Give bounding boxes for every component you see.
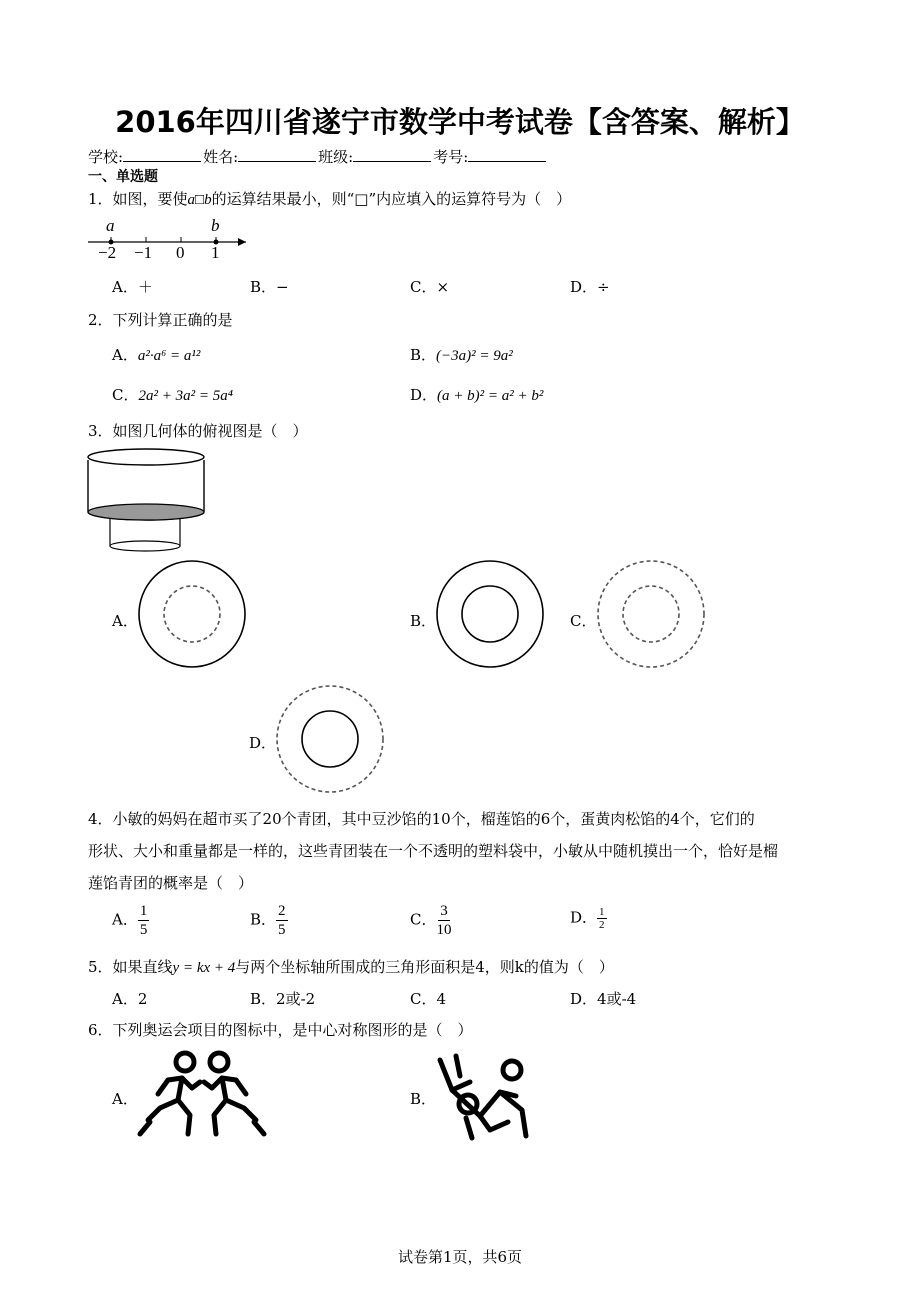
question-3: 3．如图几何体的俯视图是（ ） — [88, 422, 308, 440]
q5-option-c[interactable]: C．4 — [410, 990, 447, 1008]
question-6: 6．下列奥运会项目的图标中，是中心对称图形的是（ ） — [88, 1021, 473, 1039]
q4-option-d-label: D． — [570, 908, 598, 927]
name-label: 姓名: — [203, 148, 239, 166]
q2-option-c-expr: 2a² + 3a² = 5a⁴ — [138, 388, 233, 404]
q3-option-c-label[interactable]: C． — [570, 612, 597, 630]
section-heading: 一、单选题 — [88, 169, 158, 185]
q4-option-a-label: A． — [112, 910, 138, 929]
q6-option-a-icon — [140, 1053, 264, 1134]
q1-option-b[interactable]: B．− — [250, 278, 289, 296]
q1-expr: a□b — [187, 192, 212, 208]
q2-option-c-label: C． — [112, 386, 139, 404]
q4-option-c-label: C． — [410, 910, 437, 929]
q4-option-a-frac: $\frac{1}{5}$ — [139, 903, 148, 938]
class-label: 班级: — [318, 148, 354, 166]
numberline-a-label: a — [106, 216, 115, 235]
tick-label-neg1: −1 — [134, 243, 153, 262]
q3-option-a-label[interactable]: A． — [112, 612, 138, 630]
tick-label-neg2: −2 — [98, 243, 117, 262]
numberline-b-label: b — [211, 216, 220, 235]
q5-text-pre: 5．如果直线 — [88, 958, 173, 976]
q6-option-b-label[interactable]: B． — [410, 1090, 437, 1108]
q5-option-d[interactable]: D．4或-4 — [570, 990, 637, 1008]
q6-option-a-label[interactable]: A． — [112, 1090, 138, 1108]
q4-option-b-frac: $\frac{2}{5}$ — [278, 903, 286, 938]
q1-option-a[interactable]: A．＋ — [112, 278, 153, 296]
q6-option-b-icon — [440, 1056, 526, 1138]
number-label: 考号: — [433, 148, 469, 166]
question-4-line-1: 4．小敏的妈妈在超市买了20个青团，其中豆沙馅的10个，榴莲馅的6个，蛋黄肉松馅的4个，它们的 — [88, 810, 755, 828]
question-4-line-3: 莲馅青团的概率是（ ） — [88, 874, 254, 892]
q4-option-d-frac: $\frac{1}{2}$ — [599, 906, 605, 931]
question-2: 2．下列计算正确的是 — [88, 311, 233, 329]
q3-option-d-label[interactable]: D． — [249, 734, 277, 752]
q2-option-a-label: A． — [112, 346, 138, 364]
q2-option-d-expr: (a + b)² = a² + b² — [437, 388, 544, 404]
q4-option-b-label: B． — [250, 910, 277, 929]
q4-option-c-frac: $\frac{3}{10}$ — [436, 903, 452, 938]
q3-option-b-label[interactable]: B． — [410, 612, 437, 630]
tick-label-1: 1 — [211, 243, 220, 262]
q5-option-b[interactable]: B．2或-2 — [250, 990, 316, 1008]
question-4-line-2: 形状、大小和重量都是一样的，这些青团装在一个不透明的塑料袋中，小敏从中随机摸出一个，恰好是榴 — [88, 842, 779, 860]
page-title: 2016年四川省遂宁市数学中考试卷【含答案、解析】 — [115, 105, 805, 139]
q1-option-d[interactable]: D．÷ — [570, 278, 610, 296]
q2-option-b-label: B． — [410, 346, 437, 364]
tick-label-0: 0 — [176, 243, 185, 262]
q1-text-post: 的运算结果最小，则“□”内应填入的运算符号为（ ） — [211, 190, 572, 208]
q1-text-pre: 1．如图，要使 — [88, 190, 188, 208]
q5-expr: y = kx + 4 — [172, 960, 236, 976]
q5-option-a[interactable]: A．2 — [112, 990, 148, 1008]
school-label: 学校: — [88, 148, 124, 166]
q5-text-post: 与两个坐标轴所围成的三角形面积是4，则k的值为（ ） — [235, 958, 614, 976]
q1-option-c[interactable]: C．× — [410, 278, 450, 296]
q2-option-b-expr: (−3a)² = 9a² — [436, 348, 513, 364]
q2-option-a-expr: a²·a⁶ = a¹² — [137, 348, 201, 364]
q2-option-d-label: D． — [410, 386, 438, 404]
page-footer: 试卷第1页，共6页 — [397, 1248, 523, 1266]
